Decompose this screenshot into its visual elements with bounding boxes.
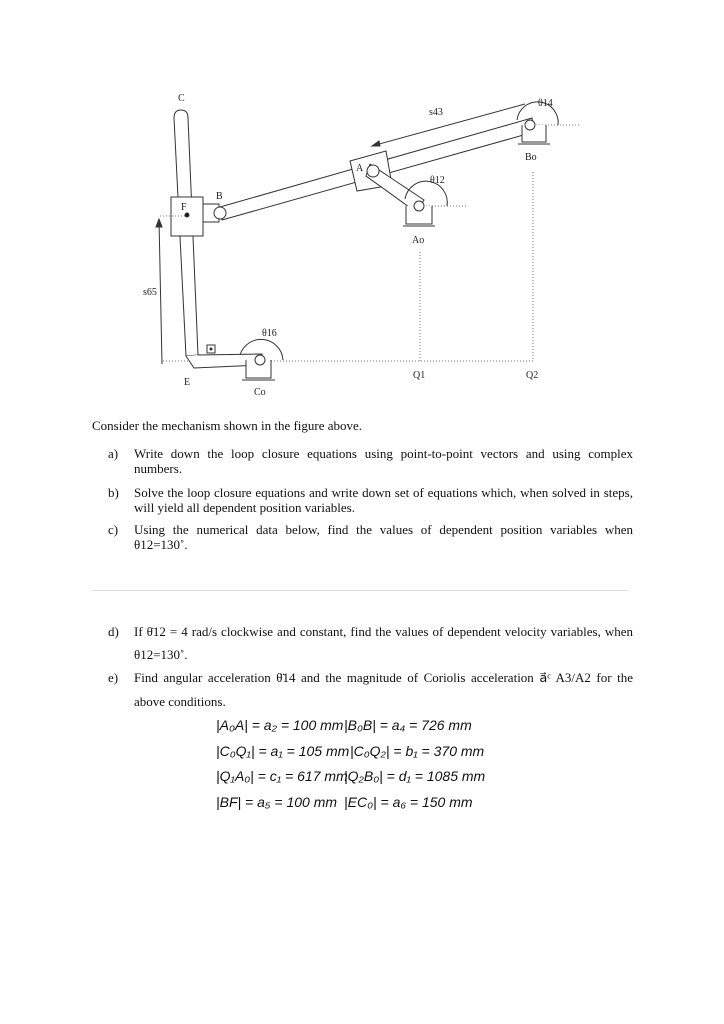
label-bo: Bo bbox=[525, 152, 537, 163]
label-s65: s65 bbox=[143, 287, 157, 298]
label-theta16: θ16 bbox=[262, 328, 277, 339]
label-b: B bbox=[216, 191, 223, 202]
data-cell: |A₀A| = a₂ = 100 mm bbox=[216, 717, 344, 733]
question-text: If θ̇12 = 4 rad/s clockwise and constant, find the values of dependent velocity variables, when θ12=130˚. bbox=[134, 624, 633, 662]
question-marker: b) bbox=[108, 485, 119, 500]
question-d bbox=[108, 620, 633, 666]
data-cell: |Q₂B₀| = d₁ = 1085 mm bbox=[344, 768, 486, 784]
label-c: C bbox=[178, 93, 185, 104]
question-text: Solve the loop closure equations and write down set of equations which, when solved in steps, will yield all dependent position variables. bbox=[134, 485, 633, 515]
mechanism-figure bbox=[0, 0, 724, 410]
question-a bbox=[108, 446, 633, 476]
question-marker: a) bbox=[108, 446, 119, 461]
question-marker: e) bbox=[108, 670, 119, 685]
label-f: F bbox=[181, 202, 187, 213]
pin-co bbox=[255, 355, 265, 365]
label-a: A bbox=[356, 163, 364, 174]
question-e bbox=[108, 666, 633, 714]
data-cell: |Q₁A₀| = c₁ = 617 mm bbox=[216, 768, 348, 784]
question-text: Find angular acceleration θ̈14 and the magnitude of Coriolis acceleration a⃗ᶜ A3/A2 for the above conditions. bbox=[134, 670, 633, 709]
question-marker: d) bbox=[108, 624, 119, 639]
pin-b bbox=[214, 207, 226, 219]
question-text: Write down the loop closure equations using point-to-point vectors and using complex numbers. bbox=[134, 446, 633, 476]
label-co: Co bbox=[254, 387, 266, 398]
pin-bo bbox=[525, 120, 535, 130]
data-cell: |B₀B| = a₄ = 726 mm bbox=[344, 717, 472, 733]
question-c bbox=[108, 522, 633, 552]
divider bbox=[92, 590, 628, 591]
label-q1: Q1 bbox=[413, 370, 426, 381]
question-b bbox=[108, 485, 633, 515]
intro-text: Consider the mechanism shown in the figure above. bbox=[92, 418, 363, 433]
point-f bbox=[185, 213, 189, 217]
data-cell: |BF| = a₅ = 100 mm bbox=[216, 794, 338, 810]
label-s43: s43 bbox=[429, 107, 443, 118]
data-cell: |C₀Q₂| = b₁ = 370 mm bbox=[350, 743, 485, 759]
data-cell: |EC₀| = a₆ = 150 mm bbox=[344, 794, 473, 810]
question-marker: c) bbox=[108, 522, 119, 537]
label-ao: Ao bbox=[412, 235, 425, 246]
s65-arrow bbox=[159, 220, 162, 364]
label-e: E bbox=[184, 377, 191, 388]
pin-a bbox=[367, 165, 379, 177]
question-text: Using the numerical data below, find the values of dependent position variables when θ12=130˚. bbox=[134, 522, 633, 552]
label-theta14: θ14 bbox=[538, 98, 553, 109]
label-theta12: θ12 bbox=[430, 175, 445, 186]
pin-ao bbox=[414, 201, 424, 211]
label-q2: Q2 bbox=[526, 370, 539, 381]
data-cell: |C₀Q₁| = a₁ = 105 mm bbox=[216, 743, 350, 759]
